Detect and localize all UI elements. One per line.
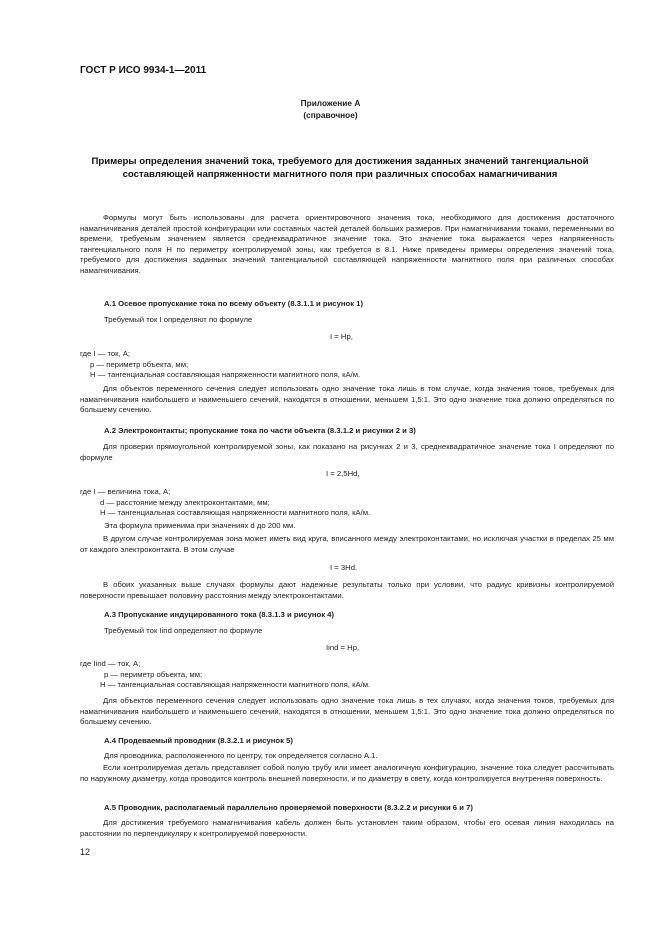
a3-note: Для объектов переменного сечения следует использовать одно значение тока лишь в тех случаях, когда значения токов, требуемых для намагничивания наибольшего и наименьшего сечений, находятся в отношении, меньшем 1,5:1. Это одно значение тока должно определяться по большему сечению. [80,696,614,727]
a4-lead: Для проводника, расположенного по центру, ток определяется согласно А.1. [104,751,378,760]
a3-def-current: где Iind — ток, А; [80,659,141,668]
a1-formula: I = Hp, [330,332,353,341]
intro-paragraph: Формулы могут быть использованы для расчета ориентировочного значения тока, необходимого для достижения достаточного намагничивания деталей простой конфигурации или составных частей деталей больших размеров. При намагничивании токами, переменными во времени, требуемым значением является среднеквадратичное значение тока. Это значение тока выражается через напряженность тангенциального поля H по периметру контролируемой зоны, как требуется в 8.1. Ниже приведены примеры определения значений тока, требуемого для достижения заданных значений тангенциальной составляющей напряженности магнитного поля при различных способах намагничивания. [80,213,614,275]
a1-def-field: H — тангенциальная составляющая напряженности магнитного поля, кА/м. [90,370,361,380]
a2-circle-case: В другом случае контролируемая зона может иметь вид круга, вписанного между электроконтактами, но исключая участки в пределах 25 мм от каждого электроконтакта. В этом случае [80,534,614,554]
a2-def-distance: d — расстояние между электроконтактами, мм; [100,497,270,507]
annex-label: Приложение А [300,98,361,108]
section-a5-heading: А.5 Проводник, располагаемый параллельно проверяемой поверхности (8.3.2.2 и рисунки 6 и 7) [104,803,473,812]
a2-definitions [80,487,370,519]
a3-definitions [80,659,370,691]
a2-formula: I = 2,5Hd, [326,469,360,478]
a2-def-current: где I — величина тока, А; [80,487,171,496]
a3-def-field: H — тангенциальная составляющая напряженности магнитного поля, кА/м. [100,680,371,690]
a1-lead: Требуемый ток I определяют по формуле [104,315,253,324]
document-number: ГОСТ Р ИСО 9934-1—2011 [80,65,207,76]
a1-note: Для объектов переменного сечения следует использовать одно значение тока лишь в том случае, когда значения токов, требуемых для намагничивания наибольшего и наименьшего сечений, находятся в отношении, меньшем 1,5:1. Это одно значение тока должно определяться по большему сечению. [80,384,614,415]
a1-definitions [80,349,360,381]
a1-def-current: где I — ток, А; [80,349,131,358]
a2-lead: Для проверки прямоугольной контролируемой зоны, как показано на рисунках 2 и 3, среднеквадратичное значение тока I определяют по формуле [80,442,614,462]
section-a2-heading: А.2 Электроконтакты; пропускание тока по части объекта (8.3.1.2 и рисунки 2 и 3) [104,426,416,435]
a2-formula-2: I = 3Hd. [330,563,358,572]
section-a1-heading: А.1 Осевое пропускание тока по всему объекту (8.3.1.1 и рисунок 1) [104,299,364,308]
a1-def-perimeter: p — периметр объекта, мм; [90,359,189,369]
section-a3-heading: А.3 Пропускание индуцированного тока (8.3.1.3 и рисунок 4) [104,610,335,619]
a3-lead: Требуемый ток Iind определяют по формуле [104,626,263,635]
annex-type: (справочное) [303,110,358,120]
a2-applicability: Эта формула применима при значениях d до 200 мм. [104,521,296,530]
a2-def-field: H — тангенциальная составляющая напряженности магнитного поля, кА/м. [100,508,371,518]
a3-def-perimeter: p — периметр объекта, мм; [104,669,203,679]
annex-title: Примеры определения значений тока, требуемого для достижения заданных значений тангенциальной составляющей напряженности магнитного поля при различных способах намагничивания [91,156,589,181]
a3-formula: Iind = Hp, [326,643,360,652]
a5-text: Для достижения требуемого намагничивания кабель должен быть установлен таким образом, чтобы его осевая линия находилась на расстоянии по перпендикуляру к контролируемой поверхности. [80,818,614,838]
a2-conclusion: В обоих указанных выше случаях формулы дают надежные результаты только при условии, что радиус кривизны контролируемой поверхности превышает половину расстояния между электроконтактами. [80,580,614,600]
section-a4-heading: А.4 Продеваемый проводник (8.3.2.1 и рисунок 5) [104,736,293,745]
a4-hollow: Если контролируемая деталь представляет собой полую трубу или имеет аналогичную конфигурацию, значение тока следует рассчитывать по наружному диаметру, когда проводится контроль внешней поверхности, и по диаметру в свету, когда контролируется внутренняя поверхность. [80,763,614,783]
page-number: 12 [80,847,91,857]
